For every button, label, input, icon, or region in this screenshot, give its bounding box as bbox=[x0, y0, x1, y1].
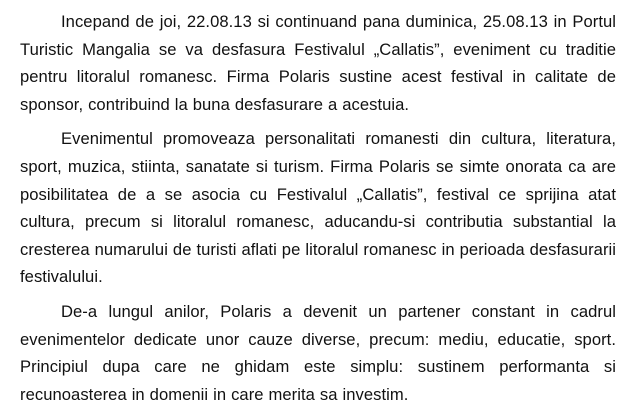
paragraph-event-promotion: Evenimentul promoveaza personalitati romanesti din cultura, literatura, sport, muzica, stiinta, sanatate si turism. Firma Polaris se simte onorata ca are posibilitatea de a se asocia cu Festivalul „Callatis”, festival ce sprijina atat cultura, precum si litoralul romanesc, aducandu-si contributia substantial la cresterea numarului de turisti aflati pe litoralul romanesc in perioada desfasurarii festivalului. bbox=[20, 129, 616, 287]
document-body bbox=[20, 8, 616, 415]
paragraph-polaris-partnership: De-a lungul anilor, Polaris a devenit un partener constant in cadrul evenimentelor dedicate unor cauze diverse, precum: mediu, educatie, sport. Principiul dupa care ne ghidam este simplu: sustinem performanta si recunoasterea in domenii in care merita sa investim. bbox=[20, 301, 616, 404]
paragraph-festival-announcement: Incepand de joi, 22.08.13 si continuand pana duminica, 25.08.13 in Portul Turistic Mangalia se va desfasura Festivalul „Callatis”, eveniment cu traditie pentru litoralul romanesc. Firma Polaris sustine acest festival in calitate de sponsor, contribuind la buna desfasurare a acestuia. bbox=[20, 12, 616, 114]
